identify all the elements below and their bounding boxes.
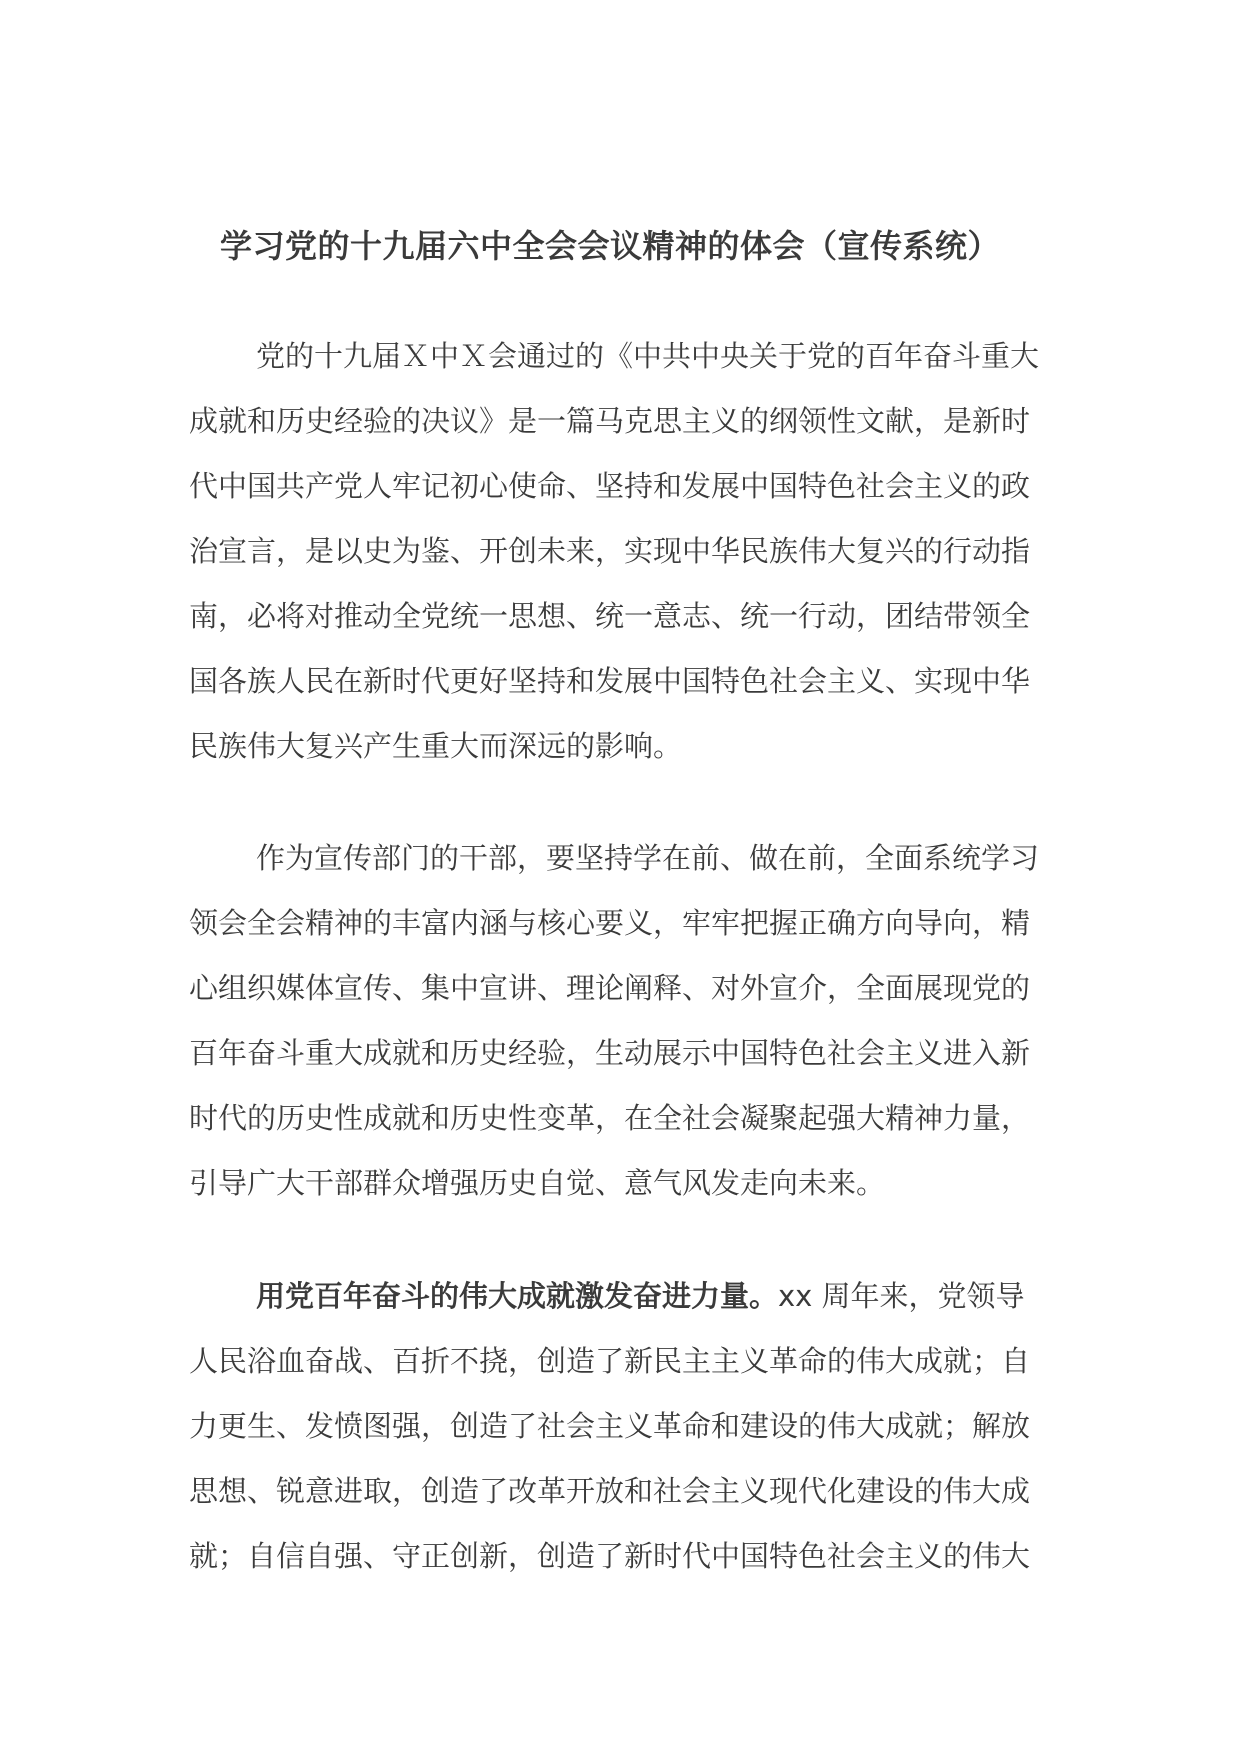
paragraph-line: 心组织媒体宣传、集中宣讲、理论阐释、对外宣介，全面展现党的 xyxy=(189,971,1031,1005)
paragraph-line: 引导广大干部群众增强历史自觉、意气风发走向未来。 xyxy=(189,1166,886,1200)
paragraph-line: 国各族人民在新时代更好坚持和发展中国特色社会主义、实现中华 xyxy=(189,664,1031,698)
paragraph-line: 就；自信自强、守正创新，创造了新时代中国特色社会主义的伟大 xyxy=(189,1539,1031,1573)
paragraph-line: 民族伟大复兴产生重大而深远的影响。 xyxy=(189,729,683,763)
document-title: 学习党的十九届六中全会会议精神的体会（宣传系统） xyxy=(219,227,1000,265)
paragraph-1 xyxy=(189,324,1069,779)
paragraph-line: 时代的历史性成就和历史性变革，在全社会凝聚起强大精神力量， xyxy=(189,1101,1031,1135)
paragraph-heading: 用党百年奋斗的伟大成就激发奋进力量。 xyxy=(256,1279,779,1313)
paragraph-3 xyxy=(189,1264,1069,1589)
paragraph-line: 领会全会精神的丰富内涵与核心要义，牢牢把握正确方向导向，精 xyxy=(189,906,1031,940)
paragraph-line: 代中国共产党人牢记初心使命、坚持和发展中国特色社会主义的政 xyxy=(189,469,1031,503)
paragraph-line: 党的十九届Ｘ中Ｘ会通过的《中共中央关于党的百年奋斗重大 xyxy=(256,339,1040,373)
paragraph-line: 百年奋斗重大成就和历史经验，生动展示中国特色社会主义进入新 xyxy=(189,1036,1031,1070)
paragraph-line: 南，必将对推动全党统一思想、统一意志、统一行动，团结带领全 xyxy=(189,599,1031,633)
paragraph-lead-line xyxy=(189,1264,1069,1329)
paragraph-line: 思想、锐意进取，创造了改革开放和社会主义现代化建设的伟大成 xyxy=(189,1474,1031,1508)
paragraph-lead-text: xx 周年来，党领导 xyxy=(778,1279,1025,1313)
paragraph-line: 治宣言，是以史为鉴、开创未来，实现中华民族伟大复兴的行动指 xyxy=(189,534,1031,568)
paragraph-line: 人民浴血奋战、百折不挠，创造了新民主主义革命的伟大成就；自 xyxy=(189,1344,1031,1378)
paragraph-line: 作为宣传部门的干部，要坚持学在前、做在前，全面系统学习 xyxy=(256,841,1040,875)
paragraph-line: 力更生、发愤图强，创造了社会主义革命和建设的伟大成就；解放 xyxy=(189,1409,1031,1443)
paragraph-line: 成就和历史经验的决议》是一篇马克思主义的纲领性文献，是新时 xyxy=(189,404,1031,438)
paragraph-2 xyxy=(189,826,1069,1216)
